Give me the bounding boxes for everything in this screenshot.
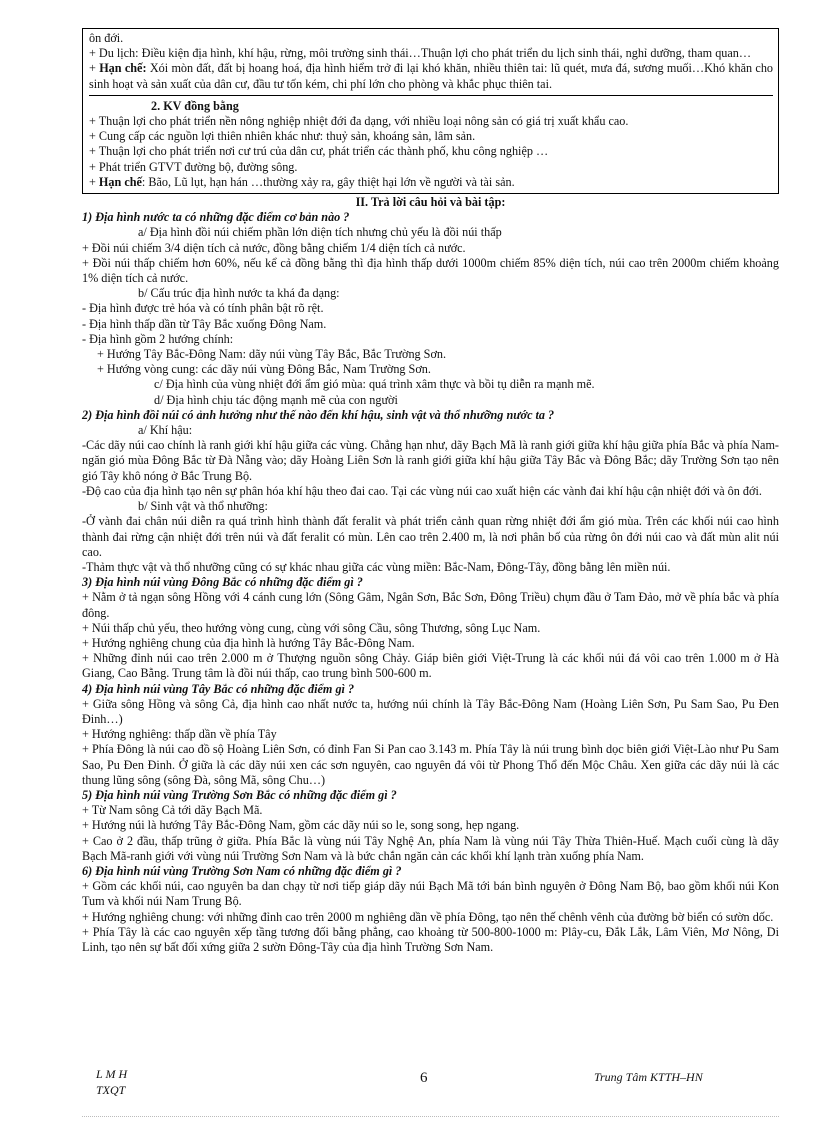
answer-line: - Địa hình gồm 2 hướng chính: [82,331,234,346]
answer-line: + Phía Tây là các cao nguyên xếp tầng tương đối bằng phẳng, cao khoảng từ 500-800-1000 m: Plây-cu, Đắk Lắk, Lâm Viên, Mơ Nông, Di Linh, tạo nên sự bất đối xứng giữa 2 sườn Đông-Tây của địa hình Trường Sơn Nam. [82,924,779,954]
question-heading: 1) Địa hình nước ta có những đặc điểm cơ bản nào ? [82,210,350,225]
answer-line: + Nằm ở tả ngạn sông Hồng với 4 cánh cung lớn (Sông Gâm, Ngân Sơn, Bắc Sơn, Đông Triều) chụm đầu ở Tam Đảo, mở về phía bắc và phía đông. [82,590,779,620]
section-title: II. Trả lời câu hỏi và bài tập: [355,195,506,210]
footer-left-line-1: L M H [96,1067,128,1081]
box-line-prefix: + [89,174,99,189]
box-divider [89,95,773,96]
answer-line: a/ Khí hậu: [138,423,193,438]
answer-line: + Phía Đông là núi cao đồ sộ Hoàng Liên Sơn, có đỉnh Fan Si Pan cao 3.143 m. Phía Tây là núi trung bình dọc biên giới Việt-Lào như Pu Sam Sao, Pu Đen Đinh. Ở giữa là các dãy núi xen các sơn nguyên, cao nguyên đá vôi từ Phong Thổ đến Mộc Châu. Xen giữa các dãy núi là các thung lũng sông (sông Đà, sông Mã, sông Chu…) [82,742,779,787]
footer-left-line-2: TXQT [96,1083,126,1097]
answer-line: + Những đỉnh núi cao trên 2.000 m ở Thượng nguồn sông Chảy. Giáp biên giới Việt-Trung là các khối núi đá vôi cao trên 1.000 m ở Hà Giang, Cao Bằng. Trung tâm là đồi núi thấp, cao trung bình 500-600 m. [82,651,779,681]
answer-line: d/ Địa hình chịu tác động mạnh mẽ của con người [154,392,398,407]
box-line-label: Hạn chế [98,174,142,189]
answers-section [82,210,779,955]
answer-line: - Địa hình được trẻ hóa và có tính phân bật rõ rệt. [82,301,324,316]
answer-line: -Thảm thực vật và thổ nhưỡng cũng có sự khác nhau giữa các vùng miền: Bắc-Nam, Đông-Tây, đồng bằng lên miền núi. [82,559,671,574]
box-line [89,61,773,91]
answer-line: + Từ Nam sông Cả tới dãy Bạch Mã. [82,803,263,818]
answer-line: + Núi thấp chủ yếu, theo hướng vòng cung, cùng với sông Cầu, sông Thương, sông Lục Nam. [82,620,541,635]
box-line-text: Xói mòn đất, đất bị hoang hoá, địa hình hiểm trở đi lại khó khăn, nhiều thiên tai: lũ quét, mưa đá, sương muối…Khó khăn cho sinh hoạt và sản xuất của dân cư, đầu tư tốn kém, chi phí lớn cho phòng và khắc phục thiên tai. [89,61,774,91]
answer-line: -Ở vành đai chân núi diễn ra quá trình hình thành đất feralit và phát triển cảnh quan rừng nhiệt đới ẩm gió mùa. Trên các khối núi cao hình thành đai rừng cận nhiệt đới trên núi và đất feralit có mùn. Lên cao trên 2.400 m, là nơi phân bố của rừng ôn đới núi cao và đất mùn alit núi cao. [82,514,779,559]
box-line: + Thuận lợi cho phát triển nơi cư trú của dân cư, phát triển các thành phố, khu công nghiệp … [89,144,549,159]
box-line: + Cung cấp các nguồn lợi thiên nhiên khác như: thuỷ sản, khoáng sản, lâm sản. [89,129,476,144]
answer-line: c/ Địa hình của vùng nhiệt đới ẩm gió mùa: quá trình xâm thực và bồi tụ diễn ra mạnh mẽ. [154,377,595,392]
box-line-label: Hạn chế: [99,61,147,76]
answer-line: + Cao ở 2 đầu, thấp trũng ở giữa. Phía Bắc là vùng núi Tây Nghệ An, phía Nam là vùng núi Tây Thừa Thiên-Huế. Mạch cuối cùng là dãy Bạch Mã-ranh giới với vùng núi Trường Sơn Nam và là bức chắn ngăn cản các khối khí lạnh tràn xuống phía Nam. [82,833,779,863]
box-line: + Thuận lợi cho phát triển nền nông nghiệp nhiệt đới đa dạng, với nhiều loại nông sản có giá trị xuất khẩu cao. [89,114,629,129]
box-line: ôn đới. [89,31,124,45]
question-heading: 5) Địa hình núi vùng Trường Sơn Bắc có những đặc điểm gì ? [82,787,397,802]
summary-box [82,28,779,194]
answer-line: -Độ cao của địa hình tạo nên sự phân hóa khí hậu theo đai cao. Tại các vùng núi cao xuất hiện các vành đai khí hậu cận nhiệt đới và ôn đới. [82,483,762,498]
box-line-text: : Bão, Lũ lụt, hạn hán …thường xảy ra, gây thiệt hại lớn về người và tài sản. [141,174,515,189]
question-heading: 2) Địa hình đồi núi có ảnh hưởng như thế nào đến khí hậu, sinh vật và thổ nhưỡng nước ta ? [82,407,555,422]
question-heading: 4) Địa hình núi vùng Tây Bắc có những đặc điểm gì ? [82,681,355,696]
answer-line: + Hướng nghiêng chung: với những đỉnh cao trên 2000 m nghiêng dần về phía Đông, tạo nên thế chênh vênh của đường bờ biển có sườn dốc. [82,909,774,924]
answer-line: + Đồi núi chiếm 3/4 diện tích cả nước, đồng bằng chiếm 1/4 diện tích cả nước. [82,240,466,255]
answer-line: + Đồi núi thấp chiếm hơn 60%, nếu kể cả đồng bằng thì địa hình thấp dưới 1000m chiếm 85% diện tích, núi cao trên 2000m chiếm khoảng 1% diện tích cả nước. [82,255,779,286]
box-heading: 2. KV đồng bằng [151,98,239,113]
answer-line: - Địa hình thấp dần từ Tây Bắc xuống Đông Nam. [82,316,327,331]
question-heading: 3) Địa hình núi vùng Đông Bắc có những đặc điểm gì ? [82,575,363,590]
box-line: + Du lịch: Điều kiện địa hình, khí hậu, rừng, môi trường sinh thái…Thuận lợi cho phát triển du lịch sinh thái, nghỉ dưỡng, tham quan… [89,46,752,61]
answer-line: a/ Địa hình đồi núi chiếm phần lớn diện tích nhưng chủ yếu là đồi núi thấp [138,225,502,240]
answer-line: -Các dãy núi cao chính là ranh giới khí hậu giữa các vùng. Chẳng hạn như, dãy Bạch Mã là ranh giới giữa khí hậu giữa phía Bắc và phía Nam-ngăn gió mùa Đông Bắc từ Đà Nẵng vào; dãy Hoàng Liên Sơn là ranh giới giữa khí hậu giữa Tây Bắc và Đông Bắc; dãy Trường Sơn tạo nên gió Tây khô nóng ở Bắc Trung Bộ. [82,438,779,483]
box-line [89,175,773,190]
answer-line: b/ Cấu trúc địa hình nước ta khá đa dạng: [138,286,340,301]
answer-line: + Hướng núi là hướng Tây Bắc-Đông Nam, gồm các dãy núi so le, song song, hẹp ngang. [82,818,520,833]
footer-center-name: Trung Tâm KTTH–HN [594,1070,703,1084]
answer-line: + Hướng Tây Bắc-Đông Nam: dãy núi vùng Tây Bắc, Bắc Trường Sơn. [97,347,447,362]
page-number: 6 [420,1070,428,1086]
answer-line: + Hướng nghiêng: thấp dần về phía Tây [82,727,277,742]
answer-line: + Giữa sông Hồng và sông Cả, địa hình cao nhất nước ta, hướng núi chính là Tây Bắc-Đông Nam (Hoàng Liên Sơn, Pu Sam Sao, Pu Đen Đinh…) [82,696,779,726]
question-heading: 6) Địa hình núi vùng Trường Sơn Nam có những đặc điểm gì ? [82,863,402,878]
answer-line: + Hướng vòng cung: các dãy núi vùng Đông Bắc, Nam Trường Sơn. [97,362,431,377]
page-content [82,28,779,955]
box-line-prefix: + [89,61,100,76]
answer-line: + Hướng nghiêng chung của địa hình là hướng Tây Bắc-Đông Nam. [82,635,415,650]
box-line: + Phát triển GTVT đường bộ, đường sông. [89,159,298,174]
answer-line: + Gồm các khối núi, cao nguyên ba dan chạy từ nơi tiếp giáp dãy núi Bạch Mã tới bán bình nguyên ở Đông Nam Bộ, bao gồm khối núi Kon Tum và khối núi Nam Trung Bộ. [82,879,779,909]
footer-author [96,1066,127,1098]
bottom-divider [82,1116,779,1117]
answer-line: b/ Sinh vật và thổ nhưỡng: [138,499,268,514]
